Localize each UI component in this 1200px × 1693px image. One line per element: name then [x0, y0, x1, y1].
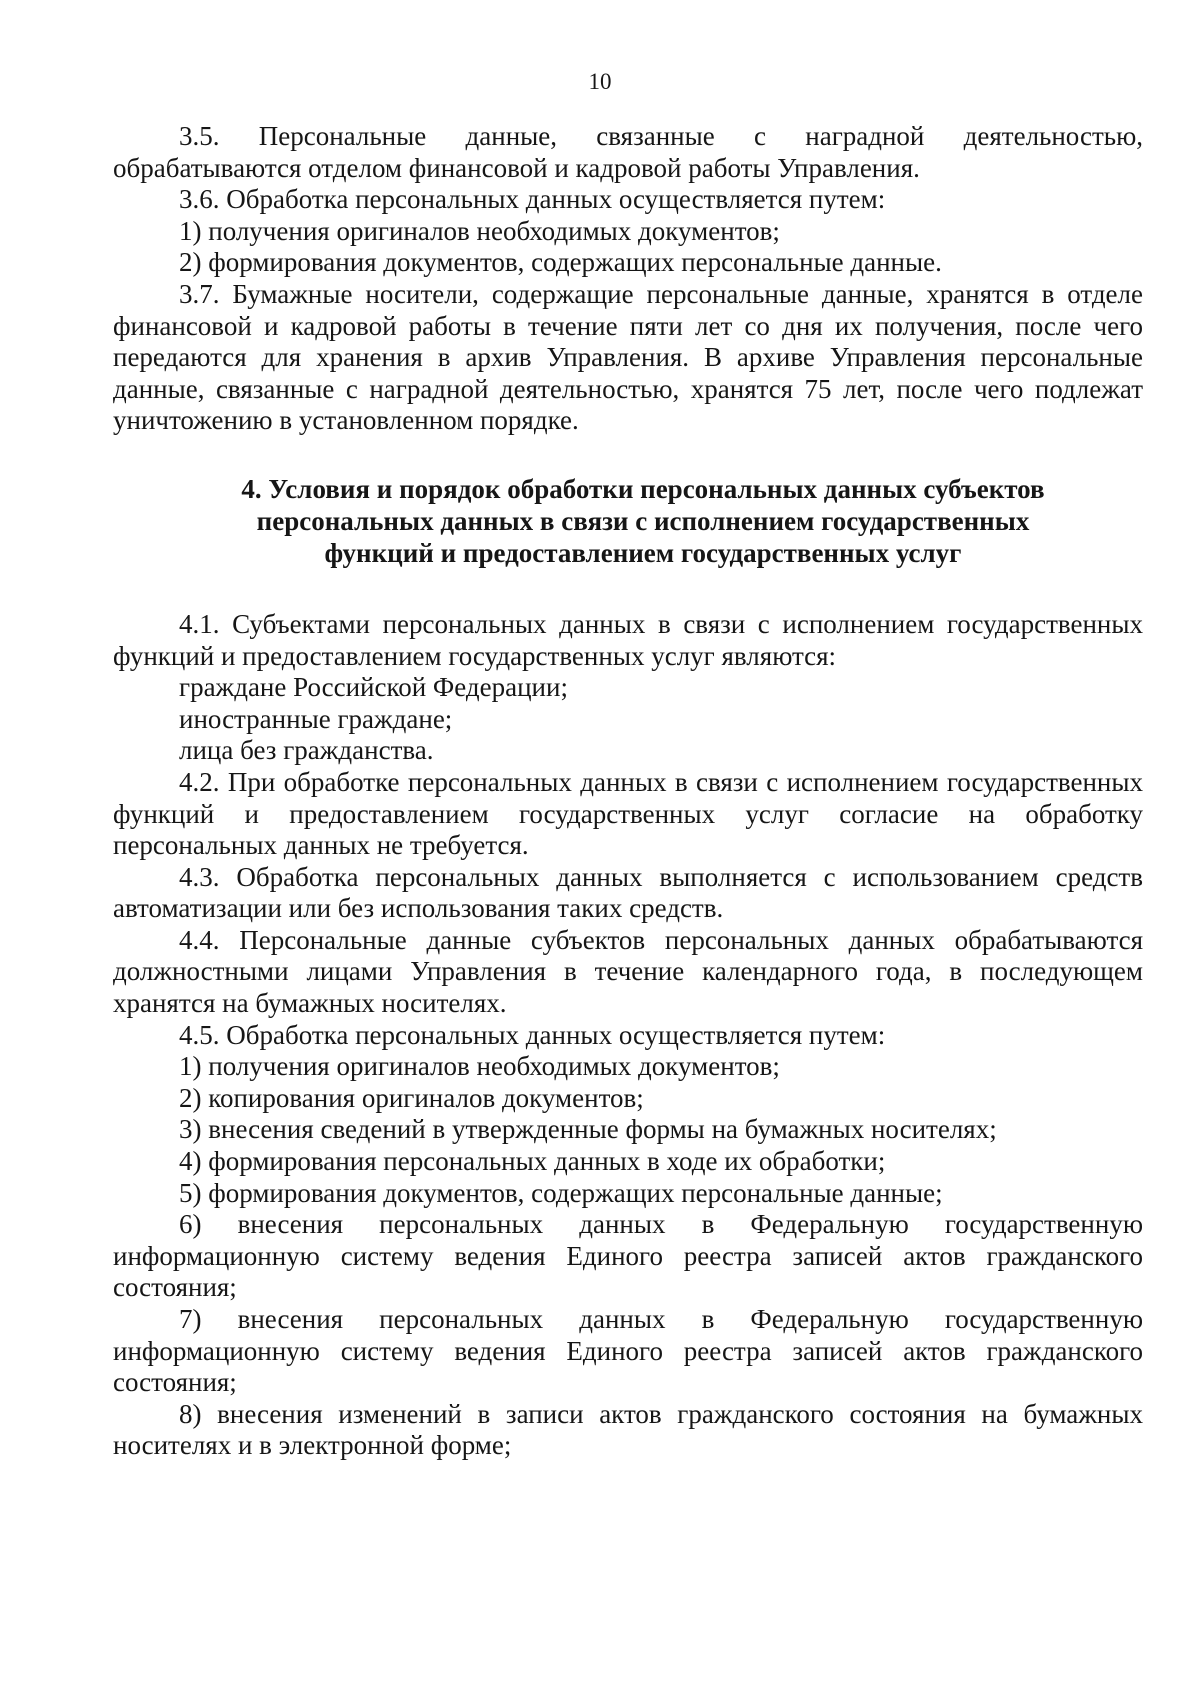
list-item: 6) внесения персональных данных в Федеральную государственную информационную систему ведения Единого реестра записей актов гражданского состояния; [113, 1209, 1143, 1303]
list-item: иностранные граждане; [179, 703, 453, 734]
document-body [113, 121, 1143, 1462]
list-item: 5) формирования документов, содержащих персональные данные; [179, 1177, 943, 1208]
heading-line: 4. Условия и порядок обработки персональных данных субъектов [241, 473, 1045, 504]
paragraph-3-6: 3.6. Обработка персональных данных осуществляется путем: [179, 184, 886, 215]
heading-line: персональных данных в связи с исполнением государственных [256, 505, 1030, 536]
list-item: 2) формирования документов, содержащих персональные данные. [179, 247, 942, 278]
list-item: 4) формирования персональных данных в ходе их обработки; [179, 1146, 886, 1177]
paragraph-3-5: 3.5. Персональные данные, связанные с наградной деятельностью, обрабатываются отделом финансовой и кадровой работы Управления. [113, 121, 1143, 183]
paragraph-4-1: 4.1. Субъектами персональных данных в связи с исполнением государственных функций и предоставлением государственных услуг являются: [113, 608, 1143, 671]
list-item: лица без гражданства. [179, 735, 434, 766]
paragraph-4-2: 4.2. При обработке персональных данных в связи с исполнением государственных функций и предоставлением государственных услуг согласие на обработку персональных данных не требуется. [113, 766, 1143, 861]
page-number: 10 [588, 69, 612, 94]
list-item: 3) внесения сведений в утвержденные формы на бумажных носителях; [179, 1114, 997, 1145]
paragraph-3-7: 3.7. Бумажные носители, содержащие персональные данные, хранятся в отделе финансовой и кадровой работы в течение пяти лет со дня их получения, после чего передаются для хранения в архив Управления. В архиве Управления персональные данные, связанные с наградной деятельностью, хранятся 75 лет, после чего подлежат уничтожению в установленном порядке. [113, 278, 1143, 436]
list-item: 1) получения оригиналов необходимых документов; [179, 215, 780, 246]
list-item: 7) внесения персональных данных в Федеральную государственную информационную систему ведения Единого реестра записей актов гражданского состояния; [113, 1304, 1143, 1398]
list-item: 2) копирования оригиналов документов; [179, 1082, 644, 1113]
paragraph-4-4: 4.4. Персональные данные субъектов персональных данных обрабатываются должностными лицами Управления в течение календарного года, в последующем хранятся на бумажных носителях. [113, 924, 1143, 1019]
list-item: граждане Российской Федерации; [179, 672, 568, 703]
list-item: 8) внесения изменений в записи актов гражданского состояния на бумажных носителях и в электронной форме; [113, 1398, 1143, 1461]
paragraph-4-3: 4.3. Обработка персональных данных выполняется с использованием средств автоматизации или без использования таких средств. [113, 861, 1143, 924]
paragraph-4-5: 4.5. Обработка персональных данных осуществляется путем: [179, 1019, 886, 1050]
heading-line: функций и предоставлением государственных услуг [324, 537, 962, 568]
section-4-heading [113, 473, 1143, 569]
list-item: 1) получения оригиналов необходимых документов; [179, 1051, 780, 1082]
